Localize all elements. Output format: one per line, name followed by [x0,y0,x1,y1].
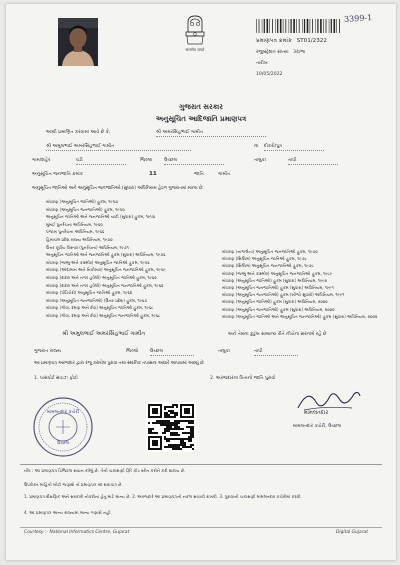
residence-text: અને તેમના કુટુંબ સામાન્ય રીતે નીચેના સરનામે રહે છે [228,332,327,337]
date-label: તારીખ [256,61,268,66]
footer-divider [20,464,382,465]
signature-name: મામલતદાર [303,410,329,416]
order-item: બંધારણ (અનુસૂચિત જાતિઓ અને અનુસૂચિત જનજાતિઓ) હુકમ (સુધારા) અધિનિયમ, ૨૦૦૨ [222,313,378,319]
order-item: બંધારણ (જમ્મુ અને કાશ્મીર) અનુસૂચિત જાતિઓ હુકમ, ૧૯૫૬ [46,259,150,265]
district-value: ઉચ્છલ [164,158,224,165]
order-item: બંધારણ (પોંડિચેરી) અનુસૂચિત જાતિઓ હુકમ, ૧૯૬૪ [46,290,133,296]
taluka-value: તાપી [288,158,338,165]
order-intro: અનુસૂચિત જાતિઓ અને અનુસૂચિત જનજાતિઓ (સુધારા) અધિનિયમ હેઠળ ગુજરાતમાં માન્ય છે. [32,186,204,191]
order-item: બંધારણ (ગોવા, દમણ અને દીવ) અનુસૂચિત જનજાતિઓ હુકમ, ૧૯૬૮ [46,312,161,318]
cert-number-label: પ્રમાણપત્ર ક્રમાંક [256,38,292,44]
order-item: અનુસૂચિત જાતિઓ અને જનજાતિઓ હુકમ (સુધારા) અધિનિયમ, ૧૯૭૬ [46,252,166,258]
courtesy-text: Courtesy :- National Informatics Centre, Gujarat [24,530,130,535]
reg-value: 34/ભા [293,50,306,55]
cert-number-value: ST01/2322 [296,38,327,44]
lion-capital-icon [180,14,210,48]
district-label: જિલ્લા [140,158,153,163]
residence-taluka-value: તાપી [254,349,298,356]
relation-value: દીકરો/પુત્ર [264,144,324,151]
signature-designation: મામલતદાર કચેરી, ઉચ્છલ [292,424,342,429]
order-item: બંધારણ (અનુસૂચિત જનજાતિઓ) હુકમ (બીજો સુધારો) અધિનિયમ, ૧૯૯૧ [222,292,345,298]
order-item: બંધારણ (અનુસૂચિત જાતિઓ) હુકમ (સુધારા) અધિનિયમ, ૧૯૯૦ [222,277,328,283]
order-item: પંજાબ પુનર્રચના અધિનિયમ, ૧૯૬૬ [46,229,105,235]
order-item: બંધારણ (નાગાલેન્ડ) અનુસૂચિત જનજાતિઓ હુકમ, ૧૯૭૦ [222,249,318,254]
community-label: અનુસૂચિત જનજાતિ ક્રમાંક [32,172,84,177]
order-item: હિમાચલ પ્રદેશ રાજ્ય અધિનિયમ, ૧૯૭૦ [46,236,113,242]
enclosure-2: 2. અરજદારના પિતાનો જાતિ પુરાવો [210,376,276,381]
order-item: બંધારણ (અનુસૂચિત જનજાતિઓ) હુકમ, ૧૯૫૦ [46,206,125,212]
reg-row [256,50,305,56]
footer-note-d: 4. આ પ્રમાણપત્ર અન્ય રાજ્યમાં માન્ય ગણાશે નહીં. [24,510,112,515]
village-label: ગામ/શહેર [32,158,51,163]
order-item: બંધારણ (સિક્કિમ) અનુસૂચિત જનજાતિઓ હુકમ, ૧૯૭૮ [222,263,314,269]
taluka-label: તાલુકા [254,158,267,163]
residence-district-value: ઉચ્છલ [150,349,194,356]
order-item: બંધારણ (અનુસૂચિત જાતિઓ) હુકમ, ૧૯૫૦ [46,199,118,204]
emblem-caption: सत्यमेव जयते [185,47,205,52]
order-item: અનુસૂચિત જાતિઓ અને જનજાતિઓ યાદી (સુધારા) હુકમ, ૧૯૫૬ [46,214,156,220]
office-seal [32,396,94,458]
order-item: બંધારણ (સિક્કિમ) અનુસૂચિત જાતિઓ હુકમ, ૧૯૭૮ [222,256,307,262]
photo-image [58,18,98,66]
footer-bottom-divider [20,527,382,528]
footer-note-b: ઉપરોક્ત માહિતી ખોટી જણાશે તો પ્રમાણપત્ર રદ થવાપાત્ર છે. [24,482,123,487]
intro-text: આથી પ્રમાણિત કરવામાં આવે છે કે, [46,130,111,135]
seal-subtext: ઉચ્છલ [57,440,69,445]
footer-right-tag: Digital Gujarat [336,530,368,535]
cert-number-row [256,38,327,45]
relation-label: ના [254,144,259,149]
date-value: 10/05/2022 [256,72,283,77]
title-line2: અનુસૂચિત આદિજાતિ પ્રમાણપત્ર [155,115,247,123]
applicant-photo [58,18,98,66]
order-item: બંધારણ (દાદરા અને નગર હવેલી) અનુસૂચિત જનજાતિઓ હુકમ, ૧૯૬૨ [46,282,164,288]
village-value: વડી [76,158,126,165]
person-name: શ્રી અમુલભાઈ અમરસિંહભાઈ ગામીત [46,144,191,151]
round-seal-icon [32,396,94,458]
order-item: બંધારણ (આંદામાન અને નિકોબાર) અનુસૂચિત જનજાતિઓ હુકમ, ૧૯૫૯ [46,267,166,273]
seal-text: મામલતદાર કચેરી [46,410,80,415]
residence-state: ગુજરાત રાજ્ય [34,349,62,354]
residence-name: શ્રી અમુલભાઈ અમરસિંહભાઈ ગામીત [62,331,146,337]
residence-note: આ પ્રમાણપત્ર અરજદાર દ્વારા રજૂ કરાયેલ પુરાવા તથા સ્થાનિક તપાસના આધારે આપવામાં આવ્યું છે. [34,361,205,366]
community-number: 11 [149,171,157,177]
order-item: બંધારણ (અનુસૂચિત જનજાતિઓ) હુકમ (સુધારા) અધિનિયમ, ૧૯૯૧ [222,285,334,291]
order-item: બંધારણ (ગોવા, દમણ અને દીવ) અનુસૂચિત જાતિઓ હુકમ, ૧૯૬૮ [46,305,154,311]
qr-code-graphic [148,404,194,450]
reg-label: રજીસ્ટ્રેશન સંખ્યા [256,50,289,55]
date-value-row [256,72,282,78]
order-item: બંધારણ (અનુસૂચિત જનજાતિઓ) (ઉત્તર પ્રદેશ) હુકમ, ૧૯૬૭ [46,297,148,303]
handwritten-note: 3399-1 [343,13,373,24]
national-emblem [180,14,210,54]
footer-note-c: 1. પ્રમાણપત્ર શૈક્ષણિક અને સરકારી નોકરીના હેતુ માટે માન્ય છે. 2. અરજદારે આ પ્રમાણપત્રની નકલ સાચવી રાખવી. 3. પુરાવાની ચકાસણી મામલતદાર કચેરીમાં કરવી. [24,494,302,499]
residence-district-label: જિલ્લો [126,349,139,354]
orders-left-list [46,198,216,320]
order-item: બંધારણ (અનુસૂચિત જનજાતિઓ) હુકમ (સુધારા) અધિનિયમ, ૨૦૦૨ [222,306,335,312]
footer-note-a: નોંધ : આ પ્રમાણપત્ર ડિજિટલ સાઇન કરેલું છે. તેની ચકાસણી QR કોડ સ્કેન કરીને કરી શકાય છે. [24,468,186,473]
father-name: શ્રી અમરસિંહભાઈ ગામીત [156,130,266,137]
residence-taluka-label: તાલુકા [218,349,231,354]
order-item: બંધારણ (દાદરા અને નગર હવેલી) અનુસૂચિત જાતિઓ હુકમ, ૧૯૬૨ [46,274,157,280]
barcode-graphic [256,19,342,33]
enclosure-1: 1. પાસપોર્ટ સાઇઝ ફોટો [34,376,78,381]
order-item: મુંબઈ પુનર્રચના અધિનિયમ, ૧૯૬૦ [46,221,103,227]
date-row [256,61,268,67]
order-item: બંધારણ (અનુસૂચિત જાતિઓ) હુકમ (સુધારા) અધિનિયમ, ૨૦૦૨ [222,299,328,305]
certificate-sheet [6,4,396,560]
qr-code [146,402,196,452]
title-line1: ગુજરાત સરકાર [179,103,223,111]
orders-right-list [222,248,382,320]
barcode [256,18,342,32]
order-item: બંધારણ (જમ્મુ અને કાશ્મીર) અનુસૂચિત જનજાતિઓ હુકમ, ૧૯૮૯ [222,270,333,276]
tribe-label: જાતિ [194,172,204,177]
tribe-value: ગામીત [218,172,231,177]
order-item: ઉત્તર પૂર્વીય વિસ્તાર (પુનર્રચના) અધિનિયમ, ૧૯૭૧ [46,244,129,250]
